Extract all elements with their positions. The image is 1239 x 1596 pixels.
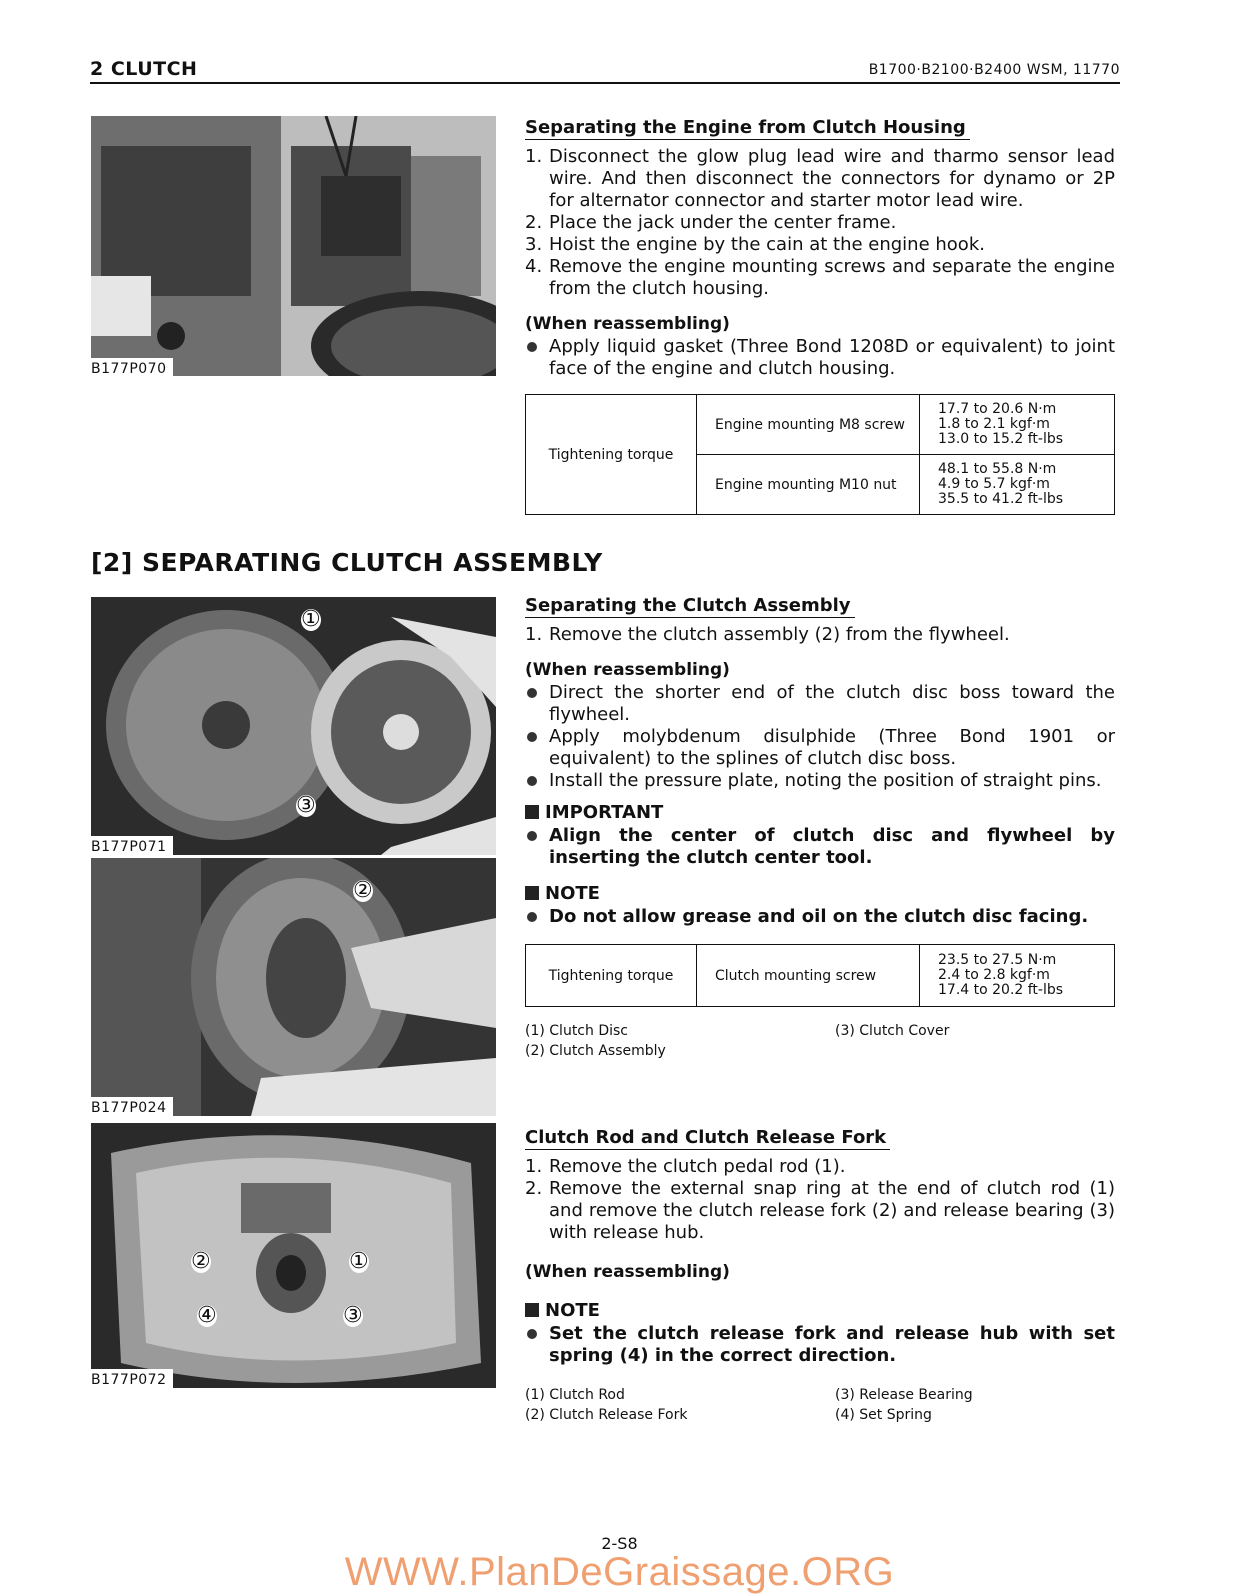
callout-3: ③ — [343, 1303, 363, 1328]
photo-clutch-disc — [91, 597, 496, 855]
photo-label-b177p024: B177P024 — [91, 1097, 173, 1118]
important-label: IMPORTANT — [545, 802, 664, 823]
chapter-title: [2] SEPARATING CLUTCH ASSEMBLY — [91, 548, 603, 577]
callout-3: ③ — [296, 793, 316, 818]
legend-item: (1) Clutch Rod — [525, 1387, 625, 1403]
note-heading — [525, 883, 1115, 904]
legend-item: (1) Clutch Disc — [525, 1023, 628, 1039]
section-heading: 2 CLUTCH — [90, 58, 198, 80]
step-number: 2. — [525, 1178, 543, 1199]
list-item — [525, 256, 1115, 300]
table-row — [526, 945, 1115, 1007]
section-clutch-rod — [525, 1127, 1115, 1429]
legend-item: (4) Set Spring — [835, 1407, 932, 1423]
section-title: Separating the Clutch Assembly — [525, 595, 855, 618]
step-number: 3. — [525, 234, 543, 255]
legend-item: (3) Release Bearing — [835, 1387, 973, 1403]
list-item — [525, 624, 1115, 646]
photo-engine-separation — [91, 116, 496, 376]
step-number: 4. — [525, 256, 543, 277]
torque-kgfm: 2.4 to 2.8 kgf·m — [938, 967, 1050, 983]
table-row — [526, 395, 1115, 455]
square-marker-icon — [525, 886, 539, 900]
list-item: Do not allow grease and oil on the clutch disc facing. — [525, 906, 1115, 928]
page-header — [90, 58, 1120, 84]
section-clutch-assembly — [525, 595, 1115, 1065]
parts-legend — [525, 1385, 1115, 1429]
torque-kgfm: 1.8 to 2.1 kgf·m — [938, 416, 1050, 432]
note-heading — [525, 1300, 1115, 1321]
square-marker-icon — [525, 805, 539, 819]
torque-kgfm: 4.9 to 5.7 kgf·m — [938, 476, 1050, 492]
step-number: 1. — [525, 624, 543, 645]
table-values — [920, 945, 1115, 1007]
step-text: Remove the engine mounting screws and separate the engine from the clutch housing. — [549, 256, 1115, 299]
list-item: Set the clutch release fork and release hub with set spring (4) in the correct direction. — [525, 1323, 1115, 1367]
callout-2: ② — [191, 1249, 211, 1274]
table-values — [920, 455, 1115, 515]
photo-label-b177p072: B177P072 — [91, 1369, 173, 1390]
callout-1: ① — [301, 607, 321, 632]
table-label: Tightening torque — [526, 945, 697, 1007]
steps-list — [525, 146, 1115, 300]
step-number: 2. — [525, 212, 543, 233]
reassembling-heading: (When reassembling) — [525, 1262, 730, 1282]
bullet-list — [525, 1323, 1115, 1367]
table-values — [920, 395, 1115, 455]
steps-list — [525, 1156, 1115, 1244]
bullet-list — [525, 906, 1115, 928]
reassembling-heading: (When reassembling) — [525, 314, 730, 334]
page-number: 2-S8 — [601, 1534, 638, 1553]
callout-4: ④ — [197, 1303, 217, 1328]
section-engine-separation — [525, 117, 1115, 515]
photo-clutch-release-fork — [91, 1123, 496, 1388]
table-item: Engine mounting M8 screw — [697, 395, 920, 455]
list-item: Align the center of clutch disc and flywheel by inserting the clutch center tool. — [525, 825, 1115, 869]
list-item: Install the pressure plate, noting the position of straight pins. — [525, 770, 1115, 792]
list-item: Direct the shorter end of the clutch disc boss toward the flywheel. — [525, 682, 1115, 726]
list-item — [525, 212, 1115, 234]
torque-nm: 17.7 to 20.6 N·m — [938, 401, 1057, 417]
torque-table — [525, 944, 1115, 1007]
bullet-list — [525, 825, 1115, 869]
list-item — [525, 1156, 1115, 1178]
steps-list — [525, 624, 1115, 646]
photo-clutch-assembly — [91, 858, 496, 1116]
legend-item: (2) Clutch Assembly — [525, 1043, 666, 1059]
torque-nm: 48.1 to 55.8 N·m — [938, 461, 1057, 477]
table-label: Tightening torque — [526, 395, 697, 515]
step-text: Place the jack under the center frame. — [549, 212, 897, 233]
torque-ftlbs: 35.5 to 41.2 ft-lbs — [938, 491, 1064, 507]
parts-legend — [525, 1021, 1115, 1065]
note-label: NOTE — [545, 1300, 600, 1321]
table-item: Engine mounting M10 nut — [697, 455, 920, 515]
torque-ftlbs: 17.4 to 20.2 ft-lbs — [938, 982, 1064, 998]
step-text: Disconnect the glow plug lead wire and tharmo sensor lead wire. And then disconnect the connectors for dynamo or 2P for alternator connector and starter motor lead wire. — [549, 146, 1115, 211]
list-item: Apply molybdenum disulphide (Three Bond 1901 or equivalent) to the splines of clutch disc boss. — [525, 726, 1115, 770]
list-item — [525, 1178, 1115, 1244]
step-text: Remove the clutch assembly (2) from the flywheel. — [549, 624, 1010, 645]
bullet-list — [525, 682, 1115, 792]
photo-label-b177p071: B177P071 — [91, 836, 173, 857]
list-item — [525, 146, 1115, 212]
step-text: Remove the external snap ring at the end of clutch rod (1) and remove the clutch release fork (2) and release bearing (3) with release hub. — [549, 1178, 1115, 1243]
step-number: 1. — [525, 146, 543, 167]
legend-item: (2) Clutch Release Fork — [525, 1407, 688, 1423]
important-heading — [525, 802, 1115, 823]
photo-label-b177p070: B177P070 — [91, 358, 173, 379]
section-title: Clutch Rod and Clutch Release Fork — [525, 1127, 890, 1150]
table-item: Clutch mounting screw — [697, 945, 920, 1007]
step-number: 1. — [525, 1156, 543, 1177]
torque-ftlbs: 13.0 to 15.2 ft-lbs — [938, 431, 1064, 447]
torque-nm: 23.5 to 27.5 N·m — [938, 952, 1057, 968]
square-marker-icon — [525, 1303, 539, 1317]
torque-table — [525, 394, 1115, 515]
reassembling-heading: (When reassembling) — [525, 660, 730, 680]
bullet-list — [525, 336, 1115, 380]
legend-item: (3) Clutch Cover — [835, 1023, 950, 1039]
callout-2: ② — [353, 878, 373, 903]
step-text: Remove the clutch pedal rod (1). — [549, 1156, 846, 1177]
section-title: Separating the Engine from Clutch Housing — [525, 117, 970, 140]
callout-1: ① — [349, 1249, 369, 1274]
list-item: Apply liquid gasket (Three Bond 1208D or equivalent) to joint face of the engine and clutch housing. — [525, 336, 1115, 380]
model-reference: B1700·B2100·B2400 WSM, 11770 — [868, 62, 1120, 78]
watermark-link[interactable]: WWW.PlanDeGraissage.ORG — [344, 1550, 895, 1594]
list-item — [525, 234, 1115, 256]
note-label: NOTE — [545, 883, 600, 904]
step-text: Hoist the engine by the cain at the engine hook. — [549, 234, 985, 255]
